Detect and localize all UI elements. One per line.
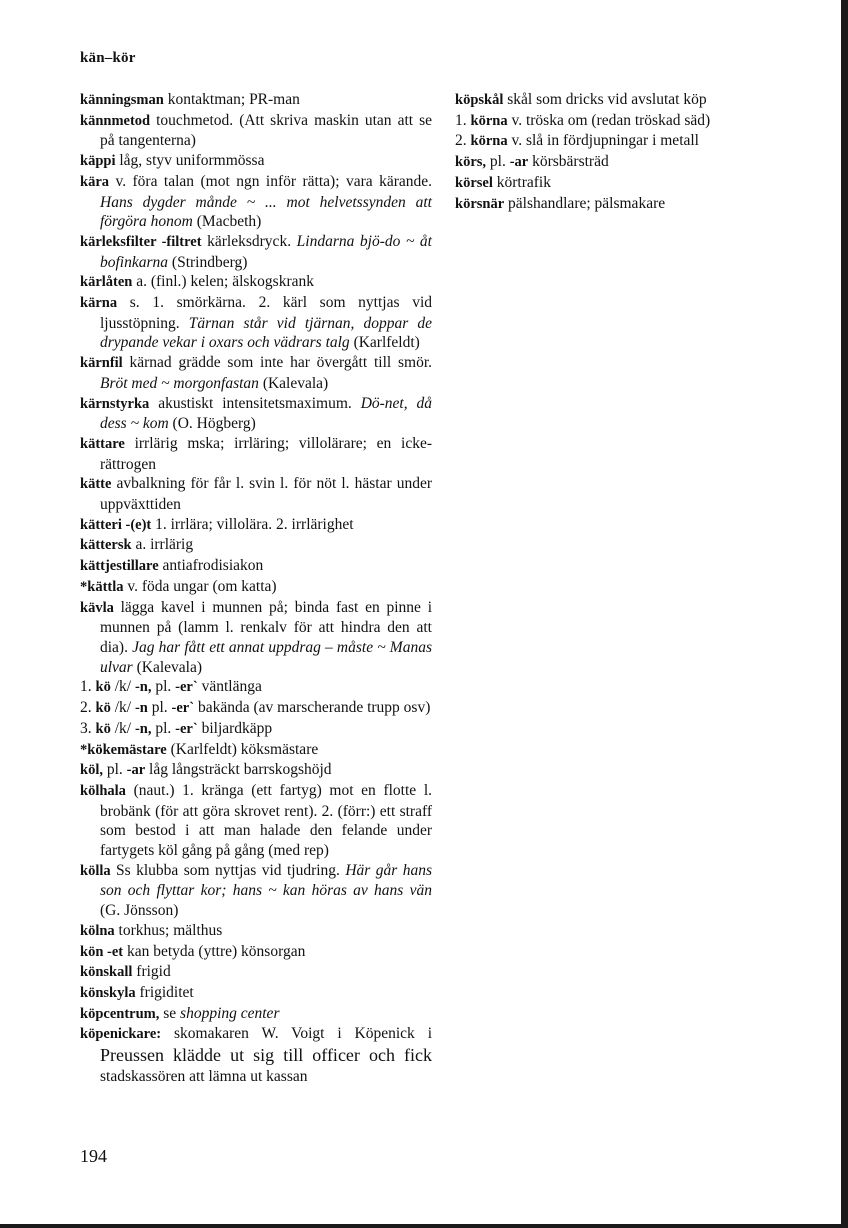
headword: kära — [80, 173, 109, 190]
dictionary-entry — [80, 111, 432, 151]
headword: kärnstyrka — [80, 395, 150, 412]
definition-text: stadskassören att lämna ut kassan — [100, 1067, 308, 1085]
dictionary-entry — [455, 194, 780, 215]
dictionary-entry — [80, 474, 432, 514]
dictionary-entry — [80, 394, 432, 434]
dictionary-entry — [80, 434, 432, 474]
definition-text: (Strindberg) — [168, 253, 248, 271]
inflection: -ar — [126, 762, 146, 779]
headword: kännmetod — [80, 112, 151, 129]
right-column — [455, 90, 780, 214]
dictionary-entry — [80, 151, 432, 172]
definition-text: (Karlfeldt) — [349, 334, 420, 352]
dictionary-entry — [455, 173, 780, 194]
headword: kö — [95, 700, 111, 717]
entry-number: 3. — [80, 719, 96, 737]
inflection: -er` — [175, 720, 198, 737]
headword: kätte — [80, 476, 112, 493]
definition-text: akustiskt intensitetsmaximum. — [149, 394, 361, 412]
headword: kättare — [80, 435, 125, 452]
headword: köpenickare: — [80, 1026, 162, 1043]
dictionary-entry — [80, 293, 432, 353]
entry-number: 1. — [455, 111, 471, 129]
definition-text: (Karlfeldt) köksmästare — [166, 740, 319, 758]
definition-text: skomakaren W. Voigt i Köpenick i — [161, 1025, 432, 1043]
headword: kättersk — [80, 537, 132, 554]
definition-text: pl. — [102, 761, 127, 779]
example-quote: Jag har fått ett annat uppdrag – måste ~ Manas ulvar — [100, 638, 432, 676]
dictionary-entry — [80, 719, 432, 740]
left-column — [80, 90, 432, 1086]
definition-text: frigiditet — [135, 983, 194, 1001]
dictionary-entry — [80, 598, 432, 678]
definition-text: v. föda ungar (om katta) — [123, 577, 277, 595]
page-number: 194 — [80, 1146, 107, 1166]
definition-text: /k/ — [110, 719, 135, 737]
definition-text: /k/ — [110, 678, 135, 696]
dictionary-entry — [80, 172, 432, 232]
dictionary-entry — [455, 131, 780, 152]
example-quote: Hans dygder månde ~ ... mot helvetssynden att förgöra honom — [100, 193, 432, 231]
definition-text: låg långsträckt barrskogshöjd — [145, 761, 332, 779]
definition-text: v. slå in fördjupningar i metall — [507, 132, 699, 150]
definition-text: (Kalevala) — [132, 658, 202, 676]
headword: könskyla — [80, 984, 136, 1001]
headword: körna — [470, 112, 508, 129]
headword: kölla — [80, 862, 111, 879]
definition-text: (naut.) 1. kränga (ett fartyg) mot en flotte l. brobänk (för att göra skrovet rent). 2. (förr:) ett straff som bestod i att man halade den felande under fartygets köl gång på gång (med rep) — [100, 781, 432, 860]
definition-text: pälshandlare; pälsmakare — [504, 194, 666, 212]
definition-text: v. föra talan (mot ngn inför rätta); vara kärande. — [109, 172, 432, 190]
definition-text: se — [159, 1004, 181, 1022]
dictionary-entry — [80, 1004, 432, 1025]
headword: kö — [95, 720, 111, 737]
definition-text: irrlärig mska; irrläring; villolärare; en icke-rättrogen — [100, 434, 432, 473]
entry-number: 1. — [80, 678, 96, 696]
definition-text: Ss klubba som nyttjas vid tjudring. — [110, 861, 346, 879]
headword: könskall — [80, 964, 133, 981]
dictionary-entry — [80, 983, 432, 1004]
entry-number: 2. — [455, 132, 471, 150]
dictionary-entry — [455, 152, 780, 173]
definition-text: pl. — [151, 719, 176, 737]
dictionary-entry — [80, 861, 432, 921]
dictionary-entry — [80, 740, 432, 761]
definition-text: a. irrlärig — [131, 536, 194, 554]
example-quote: Här går hans son och flyttar kor; hans ~ kan höras av hans vän — [100, 861, 432, 900]
dictionary-entry — [80, 556, 432, 577]
headword: köl, — [80, 762, 103, 779]
headword: körsel — [455, 174, 493, 191]
example-quote: Bröt med ~ morgonfastan — [100, 374, 259, 392]
running-head: kän–kör — [80, 50, 136, 66]
headword: körs, — [455, 154, 487, 171]
definition-text: (O. Högberg) — [168, 415, 256, 433]
definition-text: bakända (av marscherande trupp osv) — [194, 699, 431, 717]
dictionary-entry — [80, 90, 432, 111]
definition-text: väntlänga — [197, 678, 262, 696]
dictionary-entry — [80, 577, 432, 598]
dictionary-entry — [80, 535, 432, 556]
inflection: -er` — [171, 700, 195, 717]
definition-text: kontaktman; PR-man — [163, 91, 300, 108]
dictionary-entry — [80, 760, 432, 781]
example-quote: shopping center — [180, 1004, 280, 1022]
definition-text: kärnad grädde som inte har övergått till smör. — [122, 354, 432, 372]
headword: *kökemästare — [80, 741, 167, 758]
definition-text: lägga kavel i munnen på; binda fast en pinne i munnen på (lamm l. renkalv för att hindra den att dia). — [100, 598, 432, 656]
definition-text: frigid — [132, 963, 171, 981]
dictionary-entry — [80, 1024, 432, 1086]
entry-number: 2. — [80, 699, 96, 717]
definition-text: pl. — [147, 699, 172, 717]
example-quote: Dö-net, då dess ~ kom — [100, 394, 432, 433]
headword: kön -et — [80, 943, 124, 960]
definition-text: skål som dricks vid avslutat köp — [503, 91, 707, 108]
dictionary-entry — [80, 515, 432, 536]
inflection: -er` — [175, 679, 198, 696]
definition-text: kärleksdryck. — [201, 232, 297, 250]
definition-text: kan betyda (yttre) könsorgan — [123, 942, 306, 960]
headword: kölna — [80, 922, 115, 939]
dictionary-entry — [80, 942, 432, 963]
definition-text: (Macbeth) — [192, 213, 262, 231]
inflection: -ar — [509, 154, 529, 171]
dictionary-entry — [80, 677, 432, 698]
example-quote: Lindarna bjö-do ~ åt bofinkarna — [100, 232, 432, 271]
inflection: -n — [134, 700, 148, 717]
definition-text: Preussen klädde ut sig till officer och fick — [100, 1045, 432, 1066]
scan-border-right — [841, 0, 848, 1228]
definition-text: (G. Jönsson) — [100, 902, 179, 920]
headword: köpskål — [455, 92, 504, 108]
headword: kärna — [80, 295, 118, 312]
dictionary-entry — [80, 353, 432, 393]
definition-text: s. 1. smörkärna. 2. kärl som nyttjas vid ljusstöpning. — [100, 294, 432, 332]
definition-text: (Kalevala) — [258, 374, 329, 392]
definition-text: körsbärsträd — [528, 153, 609, 171]
headword: kölhala — [80, 782, 126, 799]
example-quote: Tärnan står vid tjärnan, doppar de drypande vekar i oxars och vädrars talg — [100, 314, 432, 352]
dictionary-entry — [80, 698, 432, 719]
dictionary-entry — [455, 111, 780, 132]
definition-text: avbalkning för får l. svin l. för nöt l. hästar under uppväxttiden — [100, 475, 432, 514]
headword: *kättla — [80, 578, 124, 595]
definition-text: torkhus; mälthus — [114, 921, 223, 939]
definition-text: biljardkäpp — [197, 719, 273, 737]
dictionary-entry — [455, 90, 780, 111]
definition-text: pl. — [151, 678, 176, 696]
definition-text: /k/ — [110, 699, 135, 717]
definition-text: pl. — [486, 153, 510, 171]
definition-text: a. (finl.) kelen; älskogskrank — [132, 273, 314, 291]
headword: kävla — [80, 599, 114, 616]
headword: kärnfil — [80, 355, 123, 372]
definition-text: antiafrodisiakon — [158, 557, 264, 575]
headword: körsnär — [455, 195, 505, 212]
dictionary-entry — [80, 232, 432, 272]
headword: kö — [95, 679, 111, 696]
headword: känningsman — [80, 92, 164, 108]
headword: käppi — [80, 153, 116, 170]
headword: körna — [470, 133, 508, 150]
scan-border-bottom — [0, 1224, 848, 1228]
definition-text: v. tröska om (redan tröskad säd) — [507, 111, 711, 129]
headword: kärleksfilter -filtret — [80, 233, 202, 250]
definition-text: 1. irrlära; villolära. 2. irrlärighet — [151, 515, 354, 533]
dictionary-entry — [80, 272, 432, 293]
inflection: -n, — [134, 720, 152, 737]
headword: kättjestillare — [80, 558, 159, 575]
inflection: -n, — [134, 679, 152, 696]
definition-text: låg, styv uniformmössa — [115, 152, 265, 170]
dictionary-entry — [80, 921, 432, 942]
definition-text: touchmetod. (Att skriva maskin utan att se på tangenterna) — [100, 111, 432, 150]
headword: köpcentrum, — [80, 1005, 160, 1022]
definition-text: körtrafik — [492, 173, 551, 191]
dictionary-entry — [80, 781, 432, 861]
headword: kärlåten — [80, 274, 133, 291]
dictionary-entry — [80, 962, 432, 983]
headword: kätteri -(e)t — [80, 516, 152, 533]
